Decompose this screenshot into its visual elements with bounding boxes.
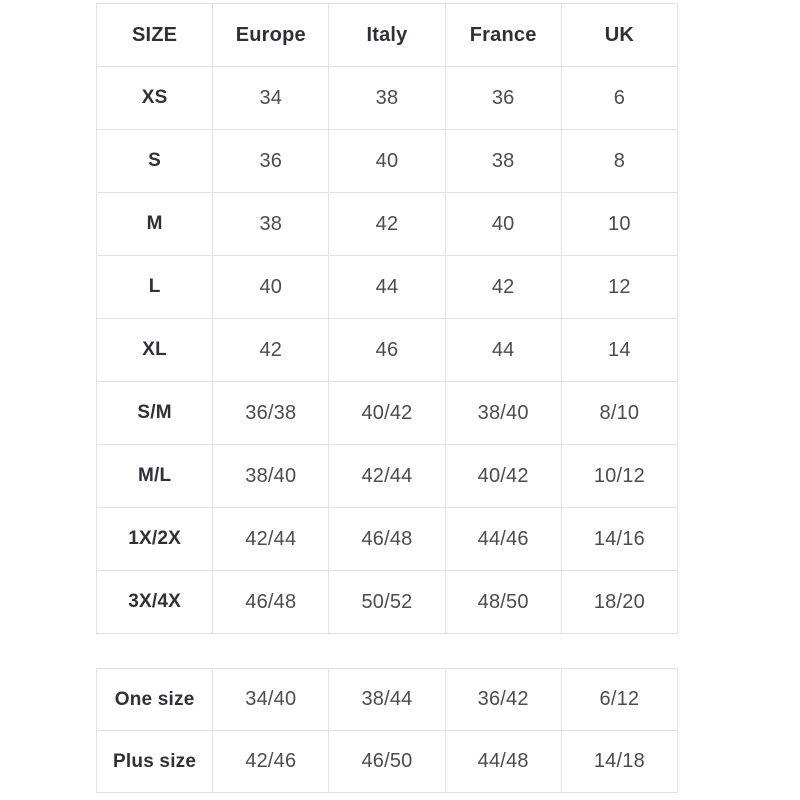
- size-value-cell: 38: [445, 130, 561, 193]
- size-value-cell: 46/50: [329, 731, 445, 793]
- size-conversion-table-main: [96, 3, 678, 634]
- size-value-cell: 38: [213, 193, 329, 256]
- size-value-cell: 42: [445, 256, 561, 319]
- size-value-cell: 40: [445, 193, 561, 256]
- size-value-cell: 36: [445, 67, 561, 130]
- header-cell: Italy: [329, 4, 445, 67]
- size-value-cell: 42/44: [213, 508, 329, 571]
- size-value-cell: 10/12: [561, 445, 677, 508]
- size-label-cell: 1X/2X: [97, 508, 213, 571]
- size-value-cell: 34: [213, 67, 329, 130]
- size-value-cell: 6: [561, 67, 677, 130]
- size-value-cell: 42/44: [329, 445, 445, 508]
- table-row: [97, 256, 678, 319]
- size-label-cell: Plus size: [97, 731, 213, 793]
- size-value-cell: 50/52: [329, 571, 445, 634]
- header-cell: Europe: [213, 4, 329, 67]
- size-label-cell: S: [97, 130, 213, 193]
- size-value-cell: 38/44: [329, 669, 445, 731]
- size-value-cell: 34/40: [213, 669, 329, 731]
- table-row: [97, 130, 678, 193]
- size-table-body: [97, 67, 678, 634]
- size-value-cell: 8/10: [561, 382, 677, 445]
- size-value-cell: 42: [213, 319, 329, 382]
- table-row: [97, 571, 678, 634]
- size-value-cell: 46/48: [329, 508, 445, 571]
- size-value-cell: 14/16: [561, 508, 677, 571]
- size-label-cell: S/M: [97, 382, 213, 445]
- size-value-cell: 10: [561, 193, 677, 256]
- table-row: [97, 319, 678, 382]
- size-value-cell: 46/48: [213, 571, 329, 634]
- size-value-cell: 46: [329, 319, 445, 382]
- size-label-cell: XL: [97, 319, 213, 382]
- size-label-cell: 3X/4X: [97, 571, 213, 634]
- table-row: [97, 731, 678, 793]
- table-row: [97, 193, 678, 256]
- size-value-cell: 38/40: [213, 445, 329, 508]
- size-value-cell: 38: [329, 67, 445, 130]
- size-label-cell: XS: [97, 67, 213, 130]
- size-table-header: [97, 4, 678, 67]
- table-row: [97, 382, 678, 445]
- size-value-cell: 40: [213, 256, 329, 319]
- size-value-cell: 8: [561, 130, 677, 193]
- size-value-cell: 44/48: [445, 731, 561, 793]
- size-value-cell: 38/40: [445, 382, 561, 445]
- size-value-cell: 48/50: [445, 571, 561, 634]
- table-row: [97, 669, 678, 731]
- size-value-cell: 44/46: [445, 508, 561, 571]
- table-row: [97, 445, 678, 508]
- table-row: [97, 67, 678, 130]
- special-size-table-body: [97, 669, 678, 793]
- size-value-cell: 40: [329, 130, 445, 193]
- size-value-cell: 40/42: [445, 445, 561, 508]
- table-header-row: [97, 4, 678, 67]
- size-label-cell: L: [97, 256, 213, 319]
- table-row: [97, 508, 678, 571]
- header-cell: UK: [561, 4, 677, 67]
- header-cell: France: [445, 4, 561, 67]
- size-label-cell: M: [97, 193, 213, 256]
- size-value-cell: 18/20: [561, 571, 677, 634]
- size-value-cell: 14: [561, 319, 677, 382]
- size-value-cell: 36/42: [445, 669, 561, 731]
- size-value-cell: 6/12: [561, 669, 677, 731]
- size-value-cell: 44: [445, 319, 561, 382]
- size-value-cell: 44: [329, 256, 445, 319]
- size-value-cell: 40/42: [329, 382, 445, 445]
- size-value-cell: 42: [329, 193, 445, 256]
- size-value-cell: 12: [561, 256, 677, 319]
- size-value-cell: 36/38: [213, 382, 329, 445]
- size-label-cell: M/L: [97, 445, 213, 508]
- size-conversion-table-special: [96, 668, 678, 793]
- size-value-cell: 42/46: [213, 731, 329, 793]
- size-value-cell: 36: [213, 130, 329, 193]
- header-cell: SIZE: [97, 4, 213, 67]
- size-value-cell: 14/18: [561, 731, 677, 793]
- size-label-cell: One size: [97, 669, 213, 731]
